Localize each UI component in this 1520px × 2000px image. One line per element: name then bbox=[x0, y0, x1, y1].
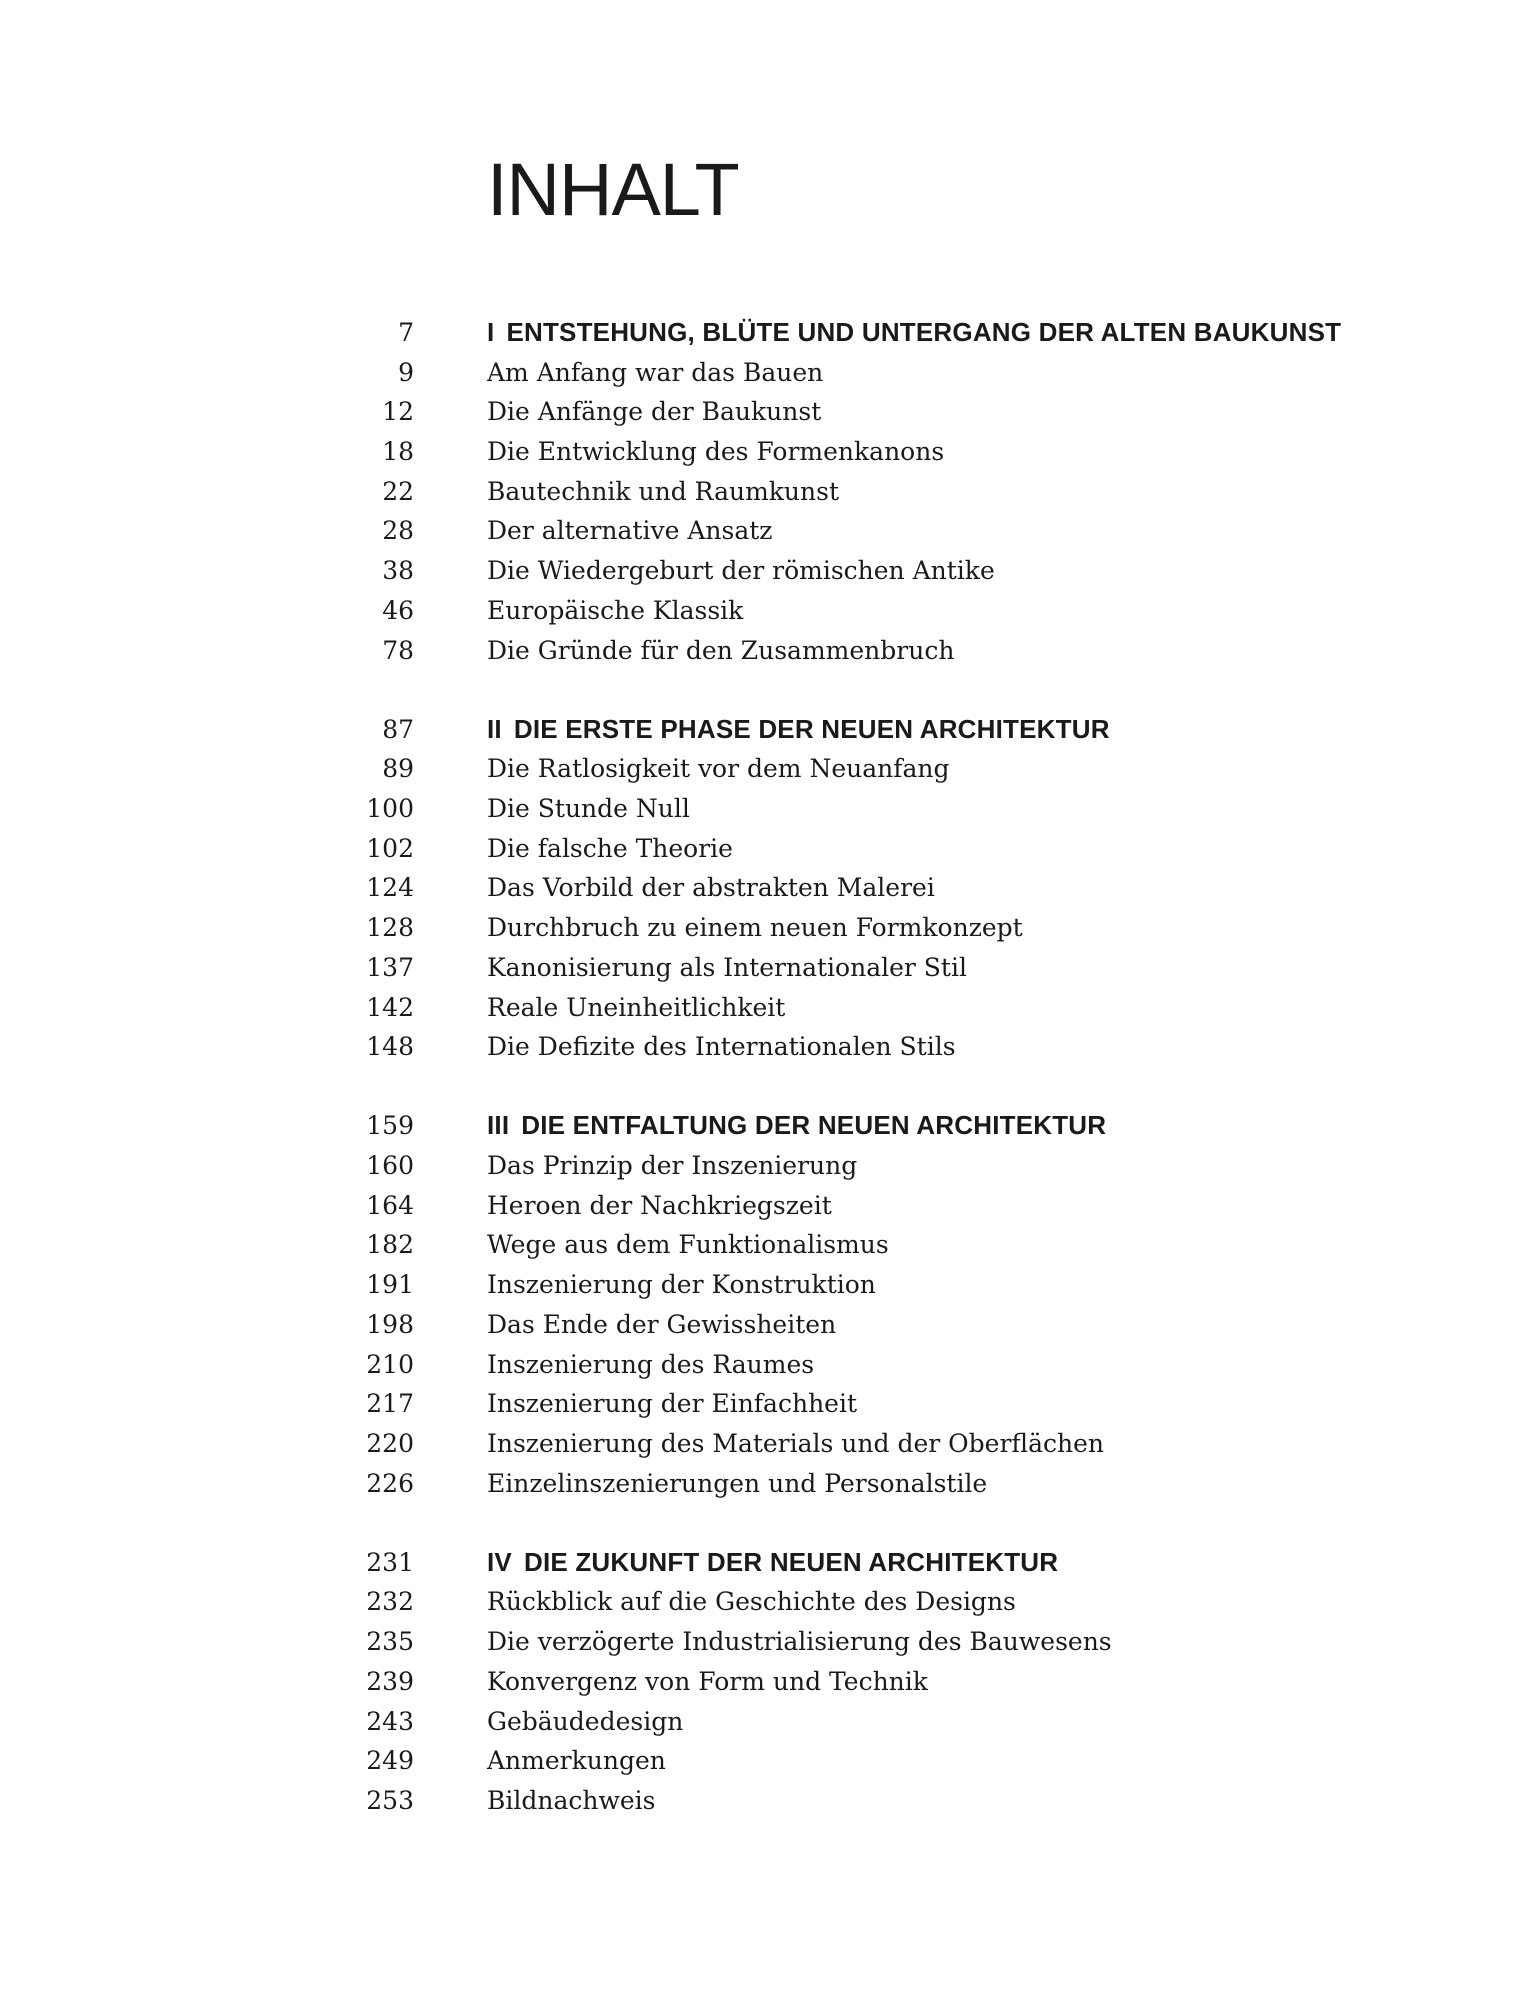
toc-entry-title: Die Anfänge der Baukunst bbox=[487, 397, 822, 427]
toc-entry-title: Bautechnik und Raumkunst bbox=[487, 476, 840, 506]
toc-entry-title: Die Defizite des Internationalen Stils bbox=[487, 1032, 956, 1062]
toc-page-number: 46 bbox=[382, 595, 414, 625]
toc-entry[interactable] bbox=[0, 789, 1520, 829]
toc-entry-title: Der alternative Ansatz bbox=[487, 516, 773, 546]
toc-page-number: 22 bbox=[382, 476, 414, 506]
toc-entry[interactable] bbox=[0, 353, 1520, 393]
toc-entry-title: Gebäudedesign bbox=[487, 1706, 684, 1736]
toc-entry[interactable] bbox=[0, 1582, 1520, 1622]
toc-entry[interactable] bbox=[0, 749, 1520, 789]
toc-heading-text bbox=[487, 1543, 1058, 1583]
toc-entry-title: Kanonisierung als Internationaler Stil bbox=[487, 952, 967, 982]
toc-entry-title: Heroen der Nachkriegszeit bbox=[487, 1190, 832, 1220]
toc-page-number: 142 bbox=[366, 992, 414, 1022]
toc-page-number: 164 bbox=[366, 1190, 414, 1220]
toc-page-number: 102 bbox=[366, 833, 414, 863]
toc-heading-text bbox=[487, 1106, 1106, 1146]
toc-entry-title: Das Vorbild der abstrakten Malerei bbox=[487, 873, 935, 903]
toc-page-number: 249 bbox=[366, 1746, 414, 1776]
toc-section-3 bbox=[0, 1106, 1520, 1503]
toc-entry[interactable] bbox=[0, 472, 1520, 512]
section-numeral: II bbox=[487, 713, 502, 744]
toc-section-heading[interactable] bbox=[0, 1106, 1520, 1146]
toc-entry[interactable] bbox=[0, 631, 1520, 671]
toc-entry[interactable] bbox=[0, 551, 1520, 591]
toc-page-number: 243 bbox=[366, 1706, 414, 1736]
toc-entry[interactable] bbox=[0, 948, 1520, 988]
toc-page-number: 160 bbox=[366, 1151, 414, 1181]
toc-page-number: 87 bbox=[382, 714, 414, 744]
toc-entry[interactable] bbox=[0, 1265, 1520, 1305]
toc-page-number: 253 bbox=[366, 1785, 414, 1815]
toc-page-number: 232 bbox=[366, 1587, 414, 1617]
toc-page-number: 220 bbox=[366, 1428, 414, 1458]
toc-entry[interactable] bbox=[0, 1424, 1520, 1464]
toc-entry-title: Inszenierung des Materials und der Oberflächen bbox=[487, 1428, 1104, 1458]
toc-page-number: 28 bbox=[382, 516, 414, 546]
toc-entry[interactable] bbox=[0, 868, 1520, 908]
toc-entry[interactable] bbox=[0, 511, 1520, 551]
toc-entry[interactable] bbox=[0, 1186, 1520, 1226]
toc-entry-title: Die Ratlosigkeit vor dem Neuanfang bbox=[487, 754, 950, 784]
toc-entry-title: Am Anfang war das Bauen bbox=[487, 357, 824, 387]
toc-entry-title: Einzelinszenierungen und Personalstile bbox=[487, 1468, 988, 1498]
toc-entry[interactable] bbox=[0, 1027, 1520, 1067]
toc-entry[interactable] bbox=[0, 1781, 1520, 1821]
toc-entry[interactable] bbox=[0, 1464, 1520, 1504]
toc-section-1 bbox=[0, 313, 1520, 670]
toc-page-number: 124 bbox=[366, 873, 414, 903]
toc-entry[interactable] bbox=[0, 591, 1520, 631]
toc-entry-title: Die Entwicklung des Formenkanons bbox=[487, 437, 945, 467]
toc-entry-title: Die falsche Theorie bbox=[487, 833, 733, 863]
toc-entry-title: Die Gründe für den Zusammenbruch bbox=[487, 635, 955, 665]
toc-heading-text bbox=[487, 710, 1110, 750]
toc-page-number: 226 bbox=[366, 1468, 414, 1498]
toc-entry[interactable] bbox=[0, 1702, 1520, 1742]
toc-entry[interactable] bbox=[0, 1225, 1520, 1265]
toc-page-number: 38 bbox=[382, 556, 414, 586]
toc-entry[interactable] bbox=[0, 908, 1520, 948]
toc-page-number: 159 bbox=[366, 1111, 414, 1141]
table-of-contents bbox=[0, 313, 1520, 1860]
toc-page-number: 148 bbox=[366, 1032, 414, 1062]
toc-section-4 bbox=[0, 1543, 1520, 1821]
toc-entry[interactable] bbox=[0, 1741, 1520, 1781]
section-heading-label: DIE ZUKUNFT DER NEUEN ARCHITEKTUR bbox=[523, 1546, 1059, 1577]
toc-page-number: 7 bbox=[398, 318, 414, 347]
toc-entry-title: Inszenierung der Einfachheit bbox=[487, 1389, 858, 1419]
page-title: INHALT bbox=[487, 148, 739, 231]
toc-entry-title: Europäische Klassik bbox=[487, 595, 744, 625]
toc-section-2 bbox=[0, 710, 1520, 1067]
section-heading-label: DIE ENTFALTUNG DER NEUEN ARCHITEKTUR bbox=[521, 1110, 1107, 1141]
toc-entry-title: Inszenierung der Konstruktion bbox=[487, 1270, 876, 1300]
toc-entry-title: Anmerkungen bbox=[487, 1746, 666, 1776]
toc-entry-title: Die Stunde Null bbox=[487, 794, 690, 824]
toc-page-number: 235 bbox=[366, 1627, 414, 1657]
section-numeral: III bbox=[487, 1110, 510, 1141]
toc-entry-title: Reale Uneinheitlichkeit bbox=[487, 992, 786, 1022]
toc-page-number: 12 bbox=[382, 397, 414, 427]
toc-entry-title: Konvergenz von Form und Technik bbox=[487, 1666, 928, 1696]
toc-page-number: 217 bbox=[366, 1389, 414, 1419]
toc-entry-title: Die Wiedergeburt der römischen Antike bbox=[487, 556, 995, 586]
toc-entry[interactable] bbox=[0, 1305, 1520, 1345]
toc-entry-title: Das Prinzip der Inszenierung bbox=[487, 1151, 858, 1181]
toc-entry[interactable] bbox=[0, 1662, 1520, 1702]
toc-entry-title: Rückblick auf die Geschichte des Designs bbox=[487, 1587, 1016, 1617]
toc-page-number: 239 bbox=[366, 1666, 414, 1696]
toc-entry[interactable] bbox=[0, 1622, 1520, 1662]
toc-page-number: 9 bbox=[398, 357, 414, 387]
toc-entry[interactable] bbox=[0, 988, 1520, 1028]
toc-section-heading[interactable] bbox=[0, 313, 1520, 353]
toc-entry-title: Die verzögerte Industrialisierung des Bauwesens bbox=[487, 1627, 1112, 1657]
toc-page-number: 137 bbox=[366, 952, 414, 982]
toc-page-number: 89 bbox=[382, 754, 414, 784]
toc-page-number: 100 bbox=[366, 794, 414, 824]
toc-entry-title: Inszenierung des Raumes bbox=[487, 1349, 815, 1379]
toc-entry[interactable] bbox=[0, 432, 1520, 472]
toc-page-number: 18 bbox=[382, 437, 414, 467]
toc-page-number: 78 bbox=[382, 635, 414, 665]
toc-heading-text bbox=[487, 313, 1341, 353]
toc-entry[interactable] bbox=[0, 829, 1520, 869]
toc-page-number: 182 bbox=[366, 1230, 414, 1260]
toc-entry[interactable] bbox=[0, 1384, 1520, 1424]
toc-section-heading[interactable] bbox=[0, 1543, 1520, 1583]
toc-section-heading[interactable] bbox=[0, 710, 1520, 750]
toc-page-number: 231 bbox=[366, 1547, 414, 1577]
section-heading-label: ENTSTEHUNG, BLÜTE UND UNTERGANG DER ALTEN BAUKUNST bbox=[506, 317, 1342, 347]
toc-page-number: 198 bbox=[366, 1309, 414, 1339]
section-numeral: I bbox=[487, 317, 495, 347]
toc-entry-title: Das Ende der Gewissheiten bbox=[487, 1309, 837, 1339]
toc-page-number: 128 bbox=[366, 913, 414, 943]
toc-entry[interactable] bbox=[0, 1345, 1520, 1385]
toc-page-number: 191 bbox=[366, 1270, 414, 1300]
toc-entry[interactable] bbox=[0, 1146, 1520, 1186]
toc-entry[interactable] bbox=[0, 392, 1520, 432]
section-numeral: IV bbox=[487, 1546, 512, 1577]
toc-entry-title: Durchbruch zu einem neuen Formkonzept bbox=[487, 913, 1023, 943]
toc-entry-title: Bildnachweis bbox=[487, 1785, 656, 1815]
section-heading-label: DIE ERSTE PHASE DER NEUEN ARCHITEKTUR bbox=[513, 713, 1110, 744]
toc-entry-title: Wege aus dem Funktionalismus bbox=[487, 1230, 889, 1260]
toc-page-number: 210 bbox=[366, 1349, 414, 1379]
